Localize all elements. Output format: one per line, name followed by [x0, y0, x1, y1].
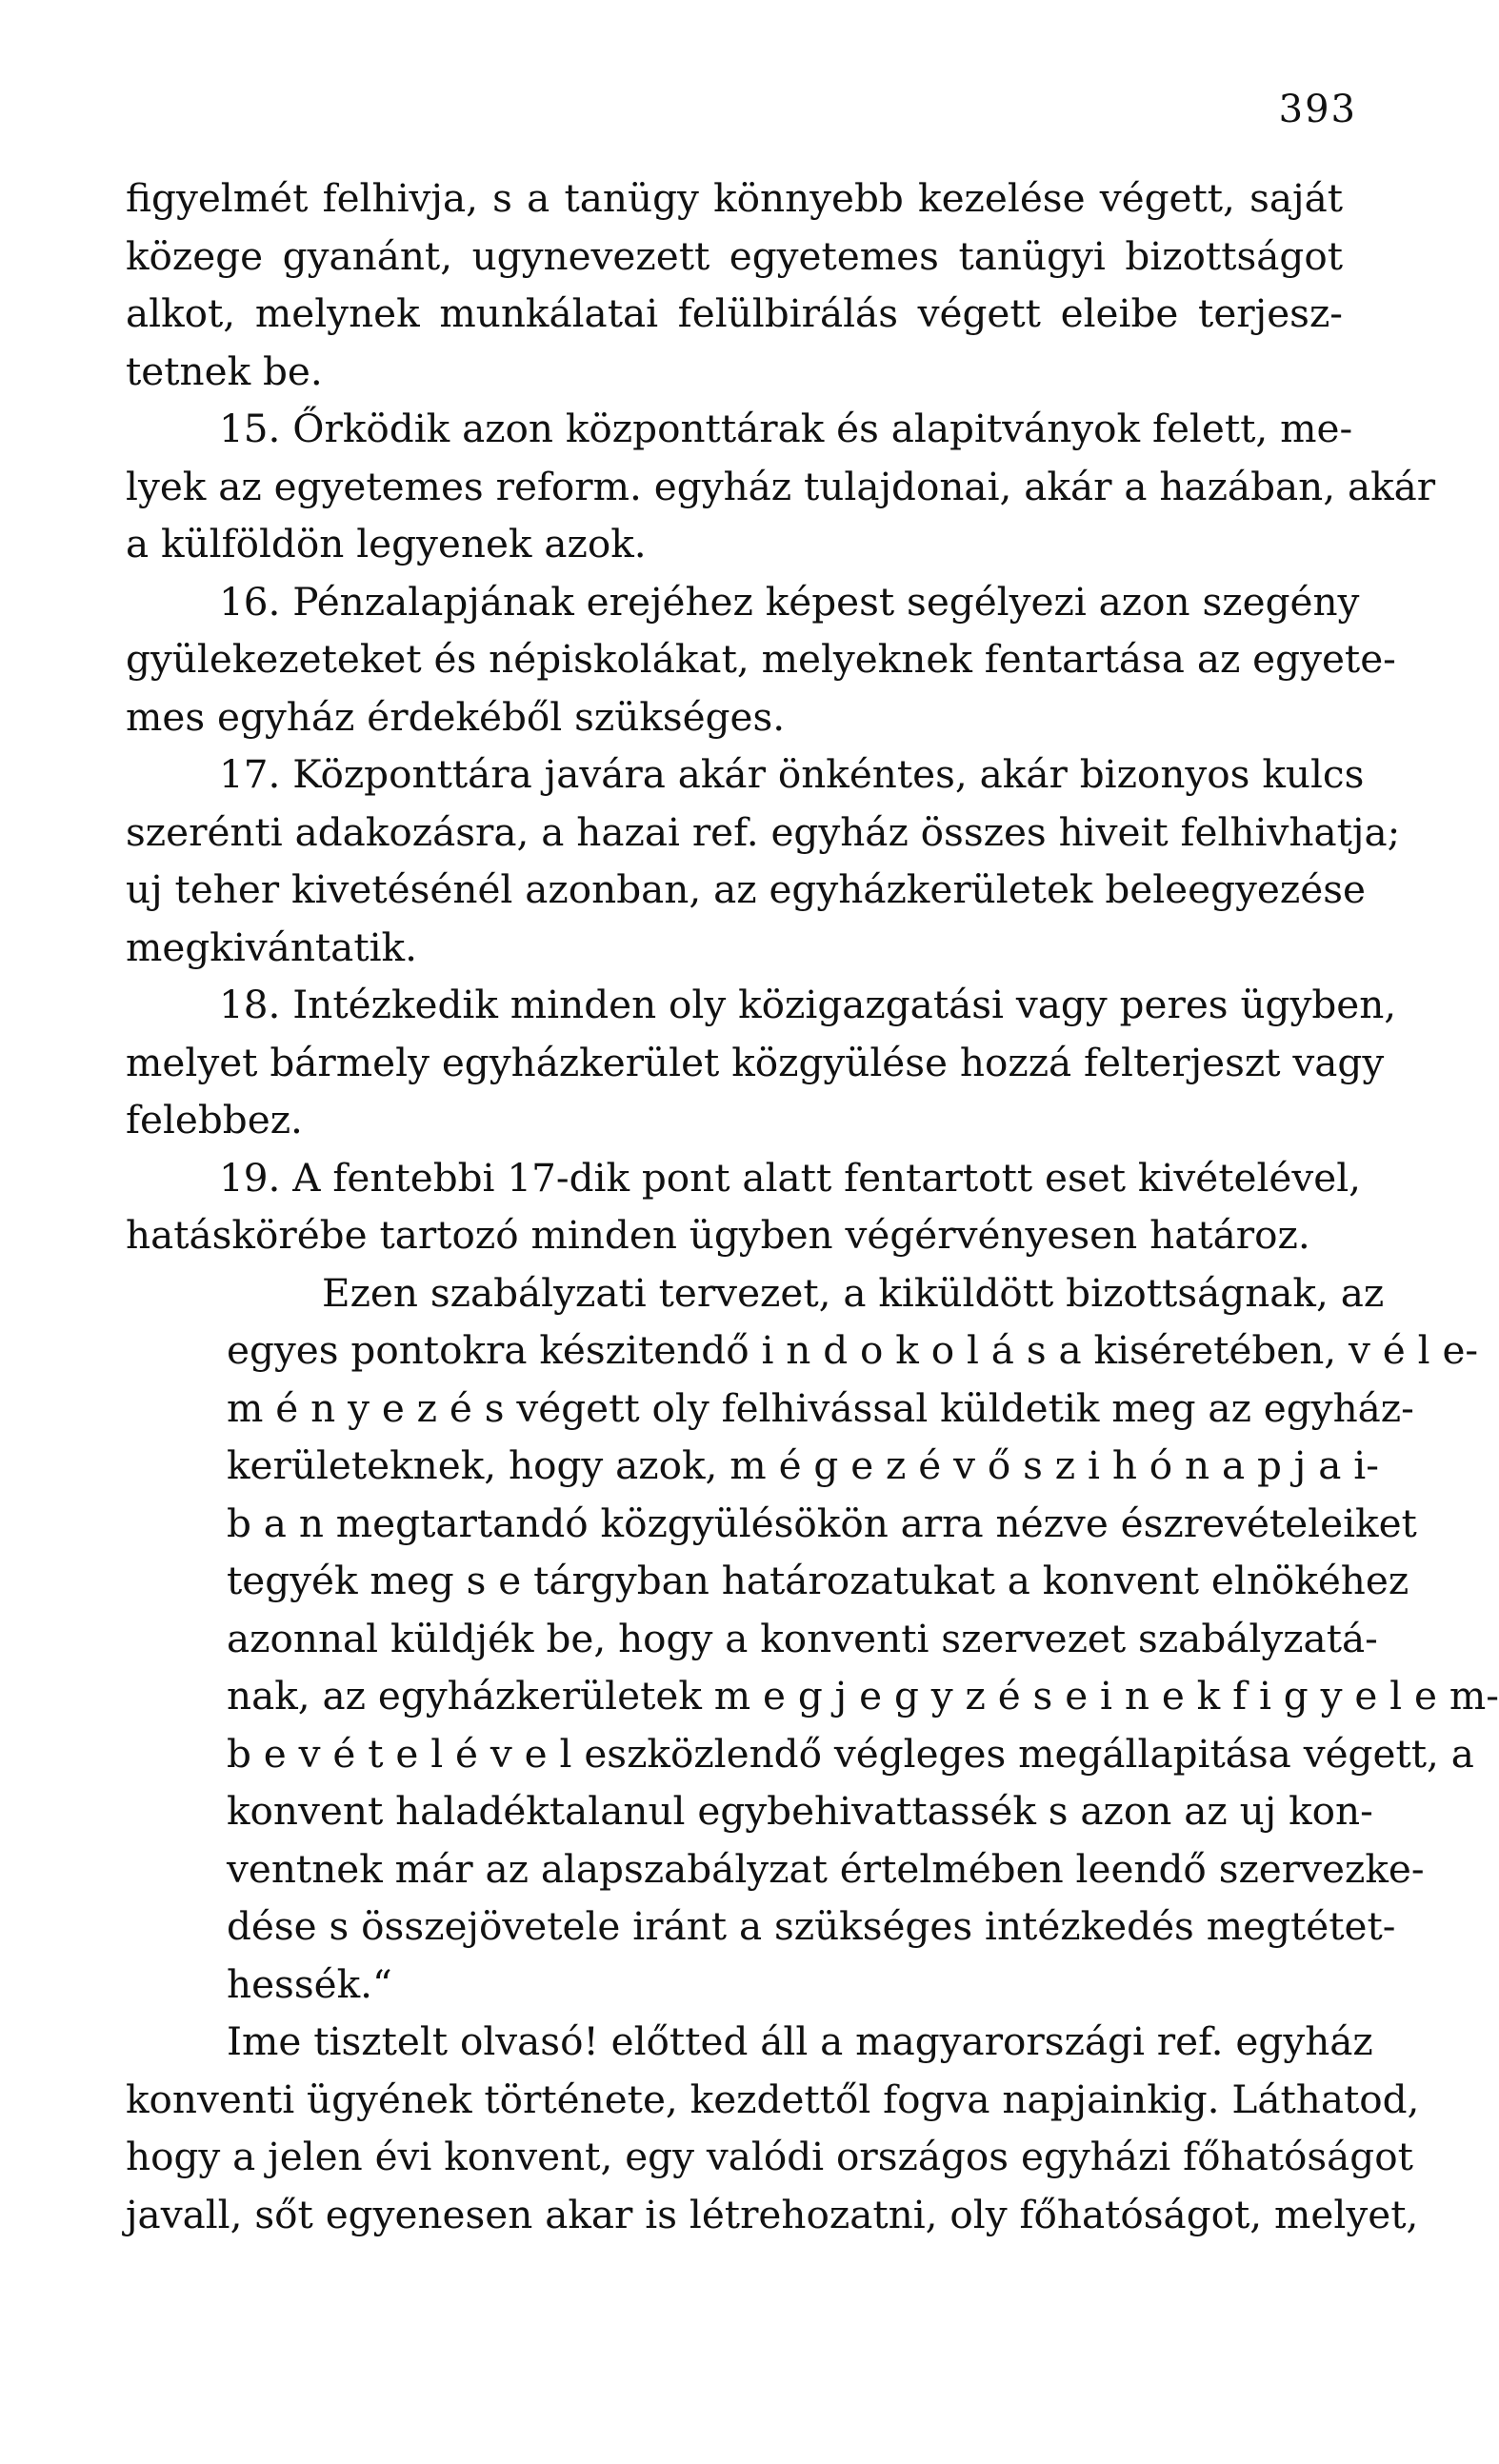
text-line: melyet bármely egyházkerület közgyülése hozzá felterjeszt vagy [126, 1039, 1385, 1085]
quote-line: m é n y e z é s végett oly felhivással küldetik meg az egyház- [227, 1384, 1414, 1431]
text-line: uj teher kivetésénél azonban, az egyházkerületek beleegyezése [126, 866, 1366, 912]
page-number: 393 [1278, 88, 1357, 131]
text-line: szerénti adakozásra, a hazai ref. egyház összes hiveit felhivhatja; [126, 808, 1401, 855]
text-line: gyülekezeteket és népiskolákat, melyeknek fentartása az egyete- [126, 636, 1396, 682]
quote-line: dése s összejövetele iránt a szükséges intézkedés megtétet- [227, 1903, 1396, 1949]
text-line: javall, sőt egyenesen akar is létrehozatni, oly főhatóságot, melyet, [126, 2191, 1419, 2237]
text-line: 17. Központtára javára akár önkéntes, akár bizonyos kulcs [219, 751, 1365, 797]
text-line: felebbez. [126, 1097, 303, 1143]
text-line: hogy a jelen évi konvent, egy valódi országos egyházi főhatóságot [126, 2134, 1413, 2179]
text-line: Ime tisztelt olvasó! előtted áll a magyarországi ref. egyház [227, 2018, 1373, 2064]
quote-line: Ezen szabályzati tervezet, a kiküldött bizottságnak, az [322, 1269, 1385, 1316]
text-line: hatáskörébe tartozó minden ügyben végérvényesen határoz. [126, 1212, 1310, 1258]
quote-line: ventnek már az alapszabályzat értelmében leendő szervezke- [227, 1845, 1425, 1892]
quote-line: konvent haladéktalanul egybehivattassék s azon az uj kon- [227, 1788, 1373, 1834]
text-line: megkivántatik. [126, 924, 417, 970]
text-line: mes egyház érdekéből szükséges. [126, 693, 786, 740]
quote-line: nak, az egyházkerületek m e g j e g y z é s e i n e k f i g y e l e m- [227, 1673, 1499, 1719]
quote-line: kerületeknek, hogy azok, m é g e z é v ő s z i h ó n a p j a i- [227, 1442, 1379, 1488]
text-line: lyek az egyetemes reform. egyház tulajdonai, akár a hazában, akár [126, 463, 1436, 509]
text-line: konventi ügyének története, kezdettől fogva napjainkig. Láthatod, [126, 2076, 1420, 2122]
text-line: figyelmét felhivja, s a tanügy könnyebb kezelése végett, saját [126, 175, 1343, 221]
quote-line: b a n megtartandó közgyülésökön arra nézve észrevételeiket [227, 1500, 1417, 1546]
text-line: 18. Intézkedik minden oly közigazgatási vagy peres ügyben, [219, 982, 1397, 1027]
text-line: 15. Őrködik azon központtárak és alapitványok felett, me- [219, 406, 1353, 451]
text-line: a külföldön legyenek azok. [126, 521, 647, 566]
body-text [126, 169, 1499, 2243]
text-line: tetnek be. [126, 348, 323, 394]
quote-line: azonnal küldjék be, hogy a konventi szervezet szabályzatá- [227, 1615, 1378, 1661]
text-line: 19. A fentebbi 17-dik pont alatt fentartott eset kivételével, [219, 1154, 1362, 1201]
quote-line: egyes pontokra készitendő i n d o k o l á s a kiséretében, v é l e- [227, 1327, 1479, 1373]
quote-line: b e v é t e l é v e l eszközlendő végleges megállapitása végett, a [227, 1730, 1474, 1777]
text-line: alkot, melynek munkálatai felülbirálás végett eleibe terjesz- [126, 290, 1343, 336]
text-line: közege gyanánt, ugynevezett egyetemes tanügyi bizottságot [126, 232, 1343, 279]
quote-line: tegyék meg s e tárgyban határozatukat a konvent elnökéhez [227, 1558, 1409, 1603]
quote-line: hessék.“ [227, 1960, 392, 2007]
text-line: 16. Pénzalapjának erejéhez képest segélyezi azon szegény [219, 578, 1360, 625]
